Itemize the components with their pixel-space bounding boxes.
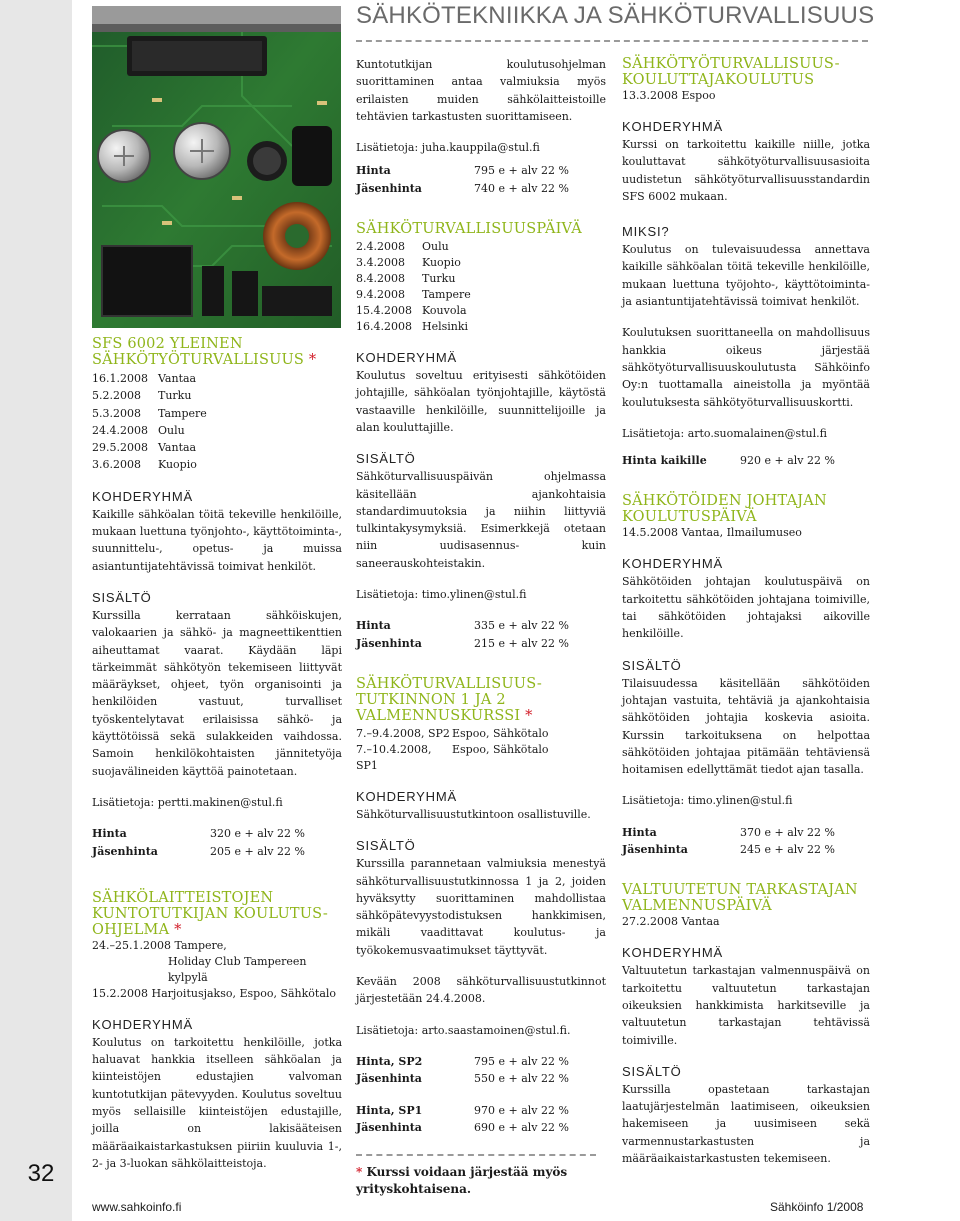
- label-kohderyhma: KOHDERYHMÄ: [356, 350, 457, 366]
- kohderyhma-text: Sähkötöiden johtajan koulutuspäivä on tarkoitettu sähkötöiden johtajana toimiville, tai sähkötöiden johtajaksi aikoville henkilöille.: [622, 575, 870, 641]
- label-kohderyhma: KOHDERYHMÄ: [622, 119, 723, 134]
- date-line: 14.5.2008 Vantaa, Ilmailumuseo: [622, 526, 802, 540]
- page-number: 32: [27, 1160, 55, 1187]
- sisalto-text: Sähköturvallisuuspäivän ohjelmassa käsitellään ajankohtaisia standardimuutoksia ja niihin liittyviä tulkintakysymyksiä. Esimerkkejä otetaan niin uudisasennus- kuin saneerauskohteistakin.: [356, 470, 606, 570]
- contact-line: Lisätietoja: arto.suomalainen@stul.fi: [622, 426, 827, 440]
- price-table-sp1: Hinta, SP1 970 e + alv 22 % Jäsenhinta 690 e + alv 22 %: [356, 1103, 569, 1134]
- label-kohderyhma: KOHDERYHMÄ: [622, 945, 723, 961]
- kohderyhma-text: Koulutus soveltuu erityisesti sähkötöiden johtajille, sähköalan työnjohtajille, käytöstä vastaaville henkilöille, suunnittelijoille ja alan kouluttajille.: [356, 369, 606, 434]
- price-table: Hinta 320 e + alv 22 % Jäsenhinta 205 e + alv 22 %: [92, 827, 305, 858]
- price-table: Hinta 335 e + alv 22 % Jäsenhinta 215 e + alv 22 %: [356, 619, 569, 650]
- company-course-note: * Kurssi voidaan järjestää myös yrityskohtaisena.: [356, 1165, 568, 1197]
- date-list: 7.–9.4.2008, SP2 Espoo, Sähkötalo 7.–10.4.2008, SP1 Espoo, Sähkötalo: [356, 726, 549, 772]
- course-title-sfs6002: SFS 6002 YLEINEN SÄHKÖTYÖTURVALLISUUS *: [92, 336, 317, 368]
- exam-date-text: Kevään 2008 sähköturvallisuustutkinnot järjestetään 24.4.2008.: [356, 975, 606, 1006]
- column-left: [92, 336, 342, 1172]
- asterisk-mark: *: [525, 707, 533, 724]
- label-sisalto: SISÄLTÖ: [622, 1063, 682, 1079]
- label-kohderyhma: KOHDERYHMÄ: [622, 556, 723, 572]
- contact-line: Lisätietoja: arto.saastamoinen@stul.fi.: [356, 1023, 571, 1037]
- intro-text: Kuntotutkijan koulutusohjelman suorittaminen antaa valmiuksia myös erilaisten muiden sähkölaitteistoille tehtävien tarkastusten suorittamiseen.: [356, 58, 606, 123]
- venue-line: Holiday Club Tampereen kylpylä: [168, 954, 307, 984]
- price-table: Hinta 795 e + alv 22 % Jäsenhinta 740 e + alv 22 %: [356, 164, 569, 195]
- asterisk-mark: *: [174, 921, 182, 938]
- course-title-valtuutettu-tarkastaja: VALTUUTETUN TARKASTAJAN VALMENNUSPÄIVÄ: [622, 882, 858, 915]
- label-sisalto: SISÄLTÖ: [92, 589, 152, 605]
- sisalto-text: Tilaisuudessa käsitellään sähkötöiden johtajan vastuita, tehtäviä ja ajankohtaisia sähkötöiden johtajia koskevia asioita. Kurssin tarkoituksena on helpottaa sähkötöiden johtajaa pitämään tehtäviensä hoitamisen edellyttämät tiedot ajan tasalla.: [622, 676, 870, 777]
- date-line: 27.2.2008 Vantaa: [622, 915, 720, 929]
- kohderyhma-text: Valtuutetun tarkastajan valmennuspäivä on tarkoitettu valtuutetun tarkastajan oikeuksien hankkimista harkitseville ja valtuutetun tarkastajan tehtävissä toimiville.: [622, 964, 870, 1047]
- price-table: Hinta kaikille 920 e + alv 22 %: [622, 454, 835, 468]
- date-list: 16.1.2008 Vantaa 5.2.2008 Turku 5.3.2008 Tampere 24.4.2008 Oulu 29.5.2008 Vantaa 3.6.2008 Kuopio: [92, 372, 207, 472]
- sisalto-text: Kurssilla opastetaan tarkastajan laatujärjestelmän laatimiseen, oikeuksien hakemiseen ja uusimiseen sekä varmennustarkastusten ja määräaikaistarkastusten tekemiseen.: [622, 1082, 870, 1165]
- left-margin-band: [0, 0, 72, 1221]
- note-dashed-rule: [356, 1154, 596, 1156]
- asterisk-mark: *: [308, 352, 317, 368]
- label-kohderyhma: KOHDERYHMÄ: [356, 788, 457, 804]
- label-sisalto: SISÄLTÖ: [622, 657, 682, 673]
- date-line: 24.–25.1.2008 Tampere,: [92, 938, 227, 952]
- price-table: Hinta 370 e + alv 22 % Jäsenhinta 245 e + alv 22 %: [622, 825, 835, 857]
- course-title-valmennuskurssi: SÄHKÖTURVALLISUUS- TUTKINNON 1 JA 2 VALMENNUSKURSSI *: [356, 675, 542, 724]
- footer-website: www.sahkoinfo.fi: [92, 1200, 182, 1214]
- kohderyhma-text: Koulutus on tarkoitettu henkilöille, jotka haluavat hankkia itselleen sähköalan ja kiinteistöjen edustajien valvoman kuntotutkijan pätevyyden. Koulutus soveltuu myös sellaisille kiinteistöjen edustajille, joilla on lakisääteisen määräaikaistarkastuksen piiriin kuuluvia 1-, 2- ja 3-luokan sähkölaitteistoja.: [92, 1035, 342, 1170]
- miksi-text-2: Koulutuksen suorittaneella on mahdollisuus hankkia oikeus järjestää sähkötyöturvallisuuskoulutusta Sähköinfo Oy:n tuottamalla aineistolla ja myöntää koulutuksesta sähkötyöturvallisuuskortti.: [622, 326, 870, 409]
- date-line: 13.3.2008 Espoo: [622, 89, 716, 102]
- label-sisalto: SISÄLTÖ: [356, 838, 416, 854]
- course-title-kouluttajakoulutus: SÄHKÖTYÖTURVALLISUUS- KOULUTTAJAKOULUTUS: [622, 56, 840, 88]
- date-line: 15.2.2008 Harjoitusjakso, Espoo, Sähkötalo: [92, 986, 337, 1000]
- sisalto-text: Kurssilla parannetaan valmiuksia menestyä sähköturvallisuustutkinnossa 1 ja 2, joiden hyväksytty suorittaminen mahdollistaa sähköpätevyystodistuksen hankkimisen, mikäli vaadittavat koulutus- ja työkokemusvaatimukset täyttyvät.: [356, 857, 606, 957]
- asterisk-mark: *: [356, 1165, 363, 1180]
- sisalto-text: Kurssilla kerrataan sähköiskujen, valokaarien ja sähkö- ja magneettikenttien aiheuttamat vaarat. Käydään läpi tärkeimmät sähkötyön tekemiseen liittyvät määräykset, ohjeet, työn organisointi ja henkilöiden vastuut, turvalliset työskentelytavat erilaisissa sähkö- ja käyttötöissä sekä sulakkeiden vaihdossa. Samoin henkilökohtaisten jännitetyöja suojavälineiden käyttöä painotetaan.: [92, 608, 342, 778]
- column-middle: [356, 56, 606, 1198]
- price-table-sp2: Hinta, SP2 795 e + alv 22 % Jäsenhinta 550 e + alv 22 %: [356, 1054, 569, 1086]
- label-kohderyhma: KOHDERYHMÄ: [92, 1016, 193, 1032]
- section-header-title: SÄHKÖTEKNIIKKA JA SÄHKÖTURVALLISUUS: [356, 2, 875, 29]
- contact-line: Lisätietoja: timo.ylinen@stul.fi: [622, 794, 793, 808]
- date-list: 2.4.2008 Oulu 3.4.2008 Kuopio 8.4.2008 Turku 9.4.2008 Tampere 15.4.2008 Kouvola 16.4.2008 Helsinki: [356, 240, 471, 334]
- contact-line: Lisätietoja: juha.kauppila@stul.fi: [356, 141, 540, 155]
- contact-line: Lisätietoja: pertti.makinen@stul.fi: [92, 795, 283, 809]
- column-right: [622, 56, 870, 1167]
- circuit-board-photo: [92, 6, 341, 328]
- course-title-turvallisuuspaiva: SÄHKÖTURVALLISUUSPÄIVÄ: [356, 221, 582, 238]
- course-title-johtajan-koulutuspaiva: SÄHKÖTÖIDEN JOHTAJAN KOULUTUSPÄIVÄ: [622, 493, 827, 526]
- contact-line: Lisätietoja: timo.ylinen@stul.fi: [356, 588, 527, 602]
- course-title-kuntotutkija: SÄHKÖLAITTEISTOJEN KUNTOTUTKIJAN KOULUTUS- OHJELMA *: [92, 889, 328, 938]
- label-sisalto: SISÄLTÖ: [356, 451, 416, 467]
- miksi-text: Koulutus on tulevaisuudessa annettava kaikille sähköalan töitä tekeville henkilöille, mukaan luettuna työjohto-, käyttötoiminta- ja asiantuntijatehtävissä toimivat henkilöt.: [622, 243, 870, 309]
- kohderyhma-text: Sähköturvallisuustutkintoon osallistuville.: [356, 807, 591, 821]
- kohderyhma-text: Kurssi on tarkoitettu kaikille niille, jotka kouluttavat sähkötyöturvallisuusasioita uudistetun sähkötyöturvallisuusstandardin SFS 6002 mukaan.: [622, 138, 870, 203]
- header-dashed-rule: [356, 40, 868, 42]
- label-kohderyhma: KOHDERYHMÄ: [92, 488, 193, 504]
- footer-issue: Sähköinfo 1/2008: [770, 1200, 864, 1214]
- label-miksi: MIKSI?: [622, 224, 670, 240]
- kohderyhma-text: Kaikille sähköalan töitä tekeville henkilöille, mukaan luettuna työnjohto-, käyttötoiminta-, suunnittelu-, opetus- ja muissa asiantuntijatehtävissä toimivat henkilöt.: [92, 507, 342, 573]
